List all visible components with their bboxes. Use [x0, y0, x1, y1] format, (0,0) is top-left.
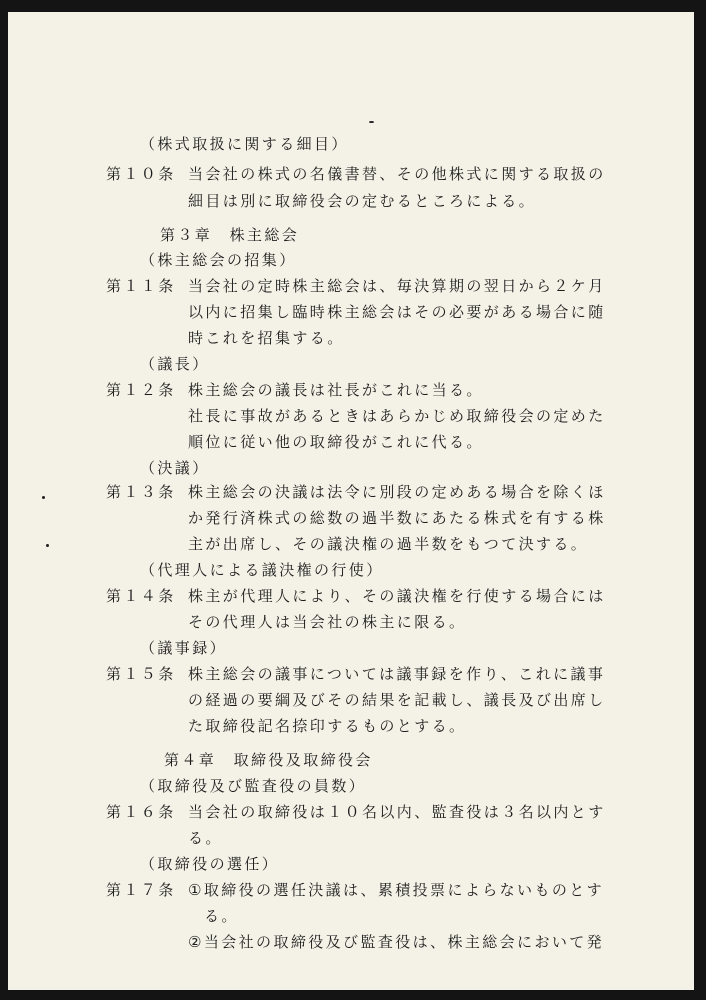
article-text: 順位に従い他の取締役がこれに代る。 [188, 433, 484, 451]
document-page [8, 12, 694, 990]
article-text: 当会社の定時株主総会は、毎決算期の翌日から２ケ月 [188, 277, 606, 295]
chapter-heading: 第４章 取締役及取締役会 [164, 751, 373, 769]
article-text: る。 [204, 907, 239, 925]
article-text: 社長に事故があるときはあらかじめ取締役会の定めた [188, 407, 606, 425]
articles-text [8, 12, 694, 990]
section-heading: （取締役及び監査役の員数） [140, 777, 367, 795]
article-number: 第１２条 [106, 381, 176, 399]
article-number: 第１３条 [106, 483, 176, 501]
article-text: 株主総会の議事については議事録を作り、これに議事 [188, 665, 606, 683]
article-text: 株主総会の議長は社長がこれに当る。 [188, 381, 484, 399]
article-number: 第１６条 [106, 803, 176, 821]
article-number: 第１４条 [106, 587, 176, 605]
article-number: 第１７条 [106, 881, 176, 899]
article-text: 株主が代理人により、その議決権を行使する場合には [188, 587, 606, 605]
speck [46, 544, 49, 547]
section-heading: （議事録） [140, 639, 228, 657]
section-heading: （株式取扱に関する細目） [140, 135, 349, 153]
section-heading: （取締役の選任） [140, 855, 280, 873]
article-text: その代理人は当会社の株主に限る。 [188, 613, 467, 631]
article-text: の経過の要綱及びその結果を記載し、議長及び出席し [188, 691, 606, 709]
article-text: ②当会社の取締役及び監査役は、株主総会において発 [188, 933, 605, 951]
article-text: 当会社の株式の名儀書替、その他株式に関する取扱の [188, 165, 606, 183]
speck [42, 496, 45, 499]
article-text: か発行済株式の総数の過半数にあたる株式を有する株 [188, 509, 606, 527]
article-text: た取締役記名捺印するものとする。 [188, 717, 467, 735]
speck [369, 121, 374, 123]
article-text: 細目は別に取締役会の定むるところによる。 [188, 192, 537, 210]
article-text: ①取締役の選任決議は、累積投票によらないものとす [188, 881, 605, 899]
article-text: る。 [188, 829, 223, 847]
chapter-heading: 第３章 株主総会 [160, 226, 300, 244]
section-heading: （株主総会の招集） [140, 251, 297, 269]
article-text: 当会社の取締役は１０名以内、監査役は３名以内とす [188, 803, 606, 821]
article-text: 株主総会の決議は法令に別段の定めある場合を除くほ [188, 483, 606, 501]
article-text: 主が出席し、その議決権の過半数をもつて決する。 [188, 535, 589, 553]
section-heading: （代理人による議決権の行使） [140, 561, 384, 579]
article-number: 第１５条 [106, 665, 176, 683]
article-text: 時これを招集する。 [188, 329, 345, 347]
article-text: 以内に招集し臨時株主総会はその必要がある場合に随 [188, 303, 606, 321]
section-heading: （議長） [140, 355, 210, 373]
article-number: 第１０条 [106, 165, 176, 183]
section-heading: （決議） [140, 459, 210, 477]
article-number: 第１１条 [106, 277, 176, 295]
